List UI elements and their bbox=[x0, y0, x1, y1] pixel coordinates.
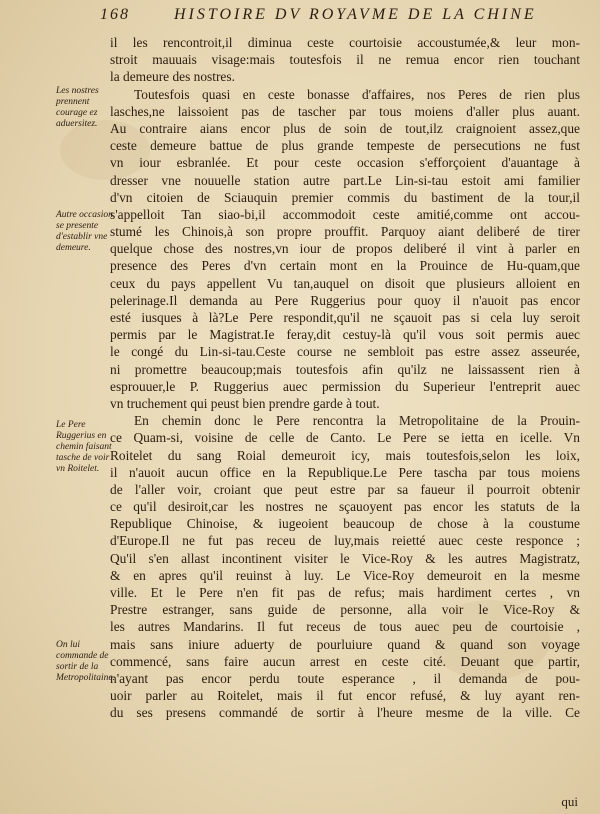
text-line: stumé les Chinois,à son propre prouffit. Parquoy aiant deliberé de tirer bbox=[110, 224, 580, 240]
text-line: En chemin donc le Pere rencontra la Metropolitaine de la Prouin- bbox=[134, 413, 580, 429]
text-line: ce qu'il desiroit,car les nostres ne sçauoyent pas encor les statuts de la bbox=[110, 499, 580, 515]
margin-note: Le Pere Ruggerius en chemin faisant tasche de voir vn Roitelet. bbox=[56, 420, 112, 474]
page-number: 168 bbox=[100, 6, 130, 23]
text-line: d'Europe.Il ne fut pas receu de luy,mais reietté auec ceste responce ; bbox=[110, 533, 580, 549]
page-header bbox=[100, 4, 590, 28]
text-line: Au contraire aians encor plus de soin de tout,ilz craignoient assez,que bbox=[110, 120, 580, 136]
text-line: les autres Mandarins. Il fut receus de tous auec peu de courtoisie , bbox=[110, 619, 580, 635]
text-line: & en apres qu'il reuinst à luy. Le Vice-Roy demeuroit en la mesme bbox=[110, 567, 580, 583]
text-line: s'appelloit Tan siao-bi,il accommodoit ceste amitié,comme ont accou- bbox=[110, 206, 580, 222]
text-line: ni promettre beaucoup;mais toutesfois afin qu'ilz ne laissassent rien à bbox=[110, 361, 580, 377]
text-line: ceste demeure battue de plus grande tempeste de persecutions ne fust bbox=[110, 138, 580, 154]
text-line: d'vn citoien de Sciauquin premier commis du bastiment de la tour,il bbox=[110, 189, 580, 205]
text-line: esté iusques à là?Le Pere respondit,qu'il ne sçauoit pas si cela luy seroit bbox=[110, 310, 580, 325]
text-line: ville. Et le Pere n'en fit pas de refus; mais hardiment certes , vn bbox=[110, 585, 580, 600]
text-line: vn truchement qui peust bien prendre garde à tout. bbox=[110, 395, 380, 411]
text-line: pelerinage.Il demanda au Pere Ruggerius pour quoy il n'auoit pas encor bbox=[110, 292, 580, 308]
text-line: stroit mauuais visage:mais toutesfois il ne remua encor rien touchant bbox=[110, 52, 580, 68]
text-line: la demeure des nostres. bbox=[110, 69, 235, 85]
text-line: Qu'il s'en allast incontinent visiter le Vice-Roy & les autres Magistratz, bbox=[110, 550, 580, 566]
text-line: Prestre estranger, sans guide de personne, alla voir le Vice-Roy & bbox=[110, 602, 580, 618]
text-line: ce Quam-si, voisine de celle de Canto. Le Pere se ietta en icelle. Vn bbox=[110, 430, 580, 446]
text-line: uoir parler au Roitelet, mais il fut encor refusé, & luy ayant ren- bbox=[110, 688, 580, 704]
text-line: Toutesfois quasi en ceste bonasse d'affaires, nos Peres de rien plus bbox=[134, 86, 580, 102]
text-line: Roitelet du sang Roial demeuroit icy, mais toutesfois,selon les loix, bbox=[110, 447, 580, 463]
margin-note: On lui commande de sortir de la Metropolitaine. bbox=[56, 640, 116, 683]
text-line: dresser vne nouuelle station autre part.Le Lin-si-tau estoit ami familier bbox=[110, 172, 580, 188]
text-line: de l'aller voir, croiant que peut estre par sa faueur il pourroit obtenir bbox=[110, 481, 580, 497]
text-line: presence des Peres d'vn certain mont en la Prouince de Hu-quam,que bbox=[110, 258, 580, 274]
text-line: esprouuer,le P. Ruggerius auec permission du Superieur l'entreprit auec bbox=[110, 378, 580, 394]
text-line: quelque chose des nostres,vn iour de propos deliberé il vint à parler en bbox=[110, 241, 580, 257]
text-line: commencé, sans faire aucun arrest en ceste cité. Deuant que partir, bbox=[110, 653, 580, 669]
body-text bbox=[110, 34, 580, 722]
text-line: le congé du Lin-si-tau.Ceste course ne sembloit pas estre assez asseurée, bbox=[110, 344, 580, 360]
text-line: du ses presens commandé de sortir à l'heure mesme de la ville. Ce bbox=[110, 705, 580, 721]
margin-note: Autre occasion se presente d'establir vne demeure. bbox=[56, 210, 113, 253]
running-title: HISTOIRE DV ROYAVME DE LA CHINE bbox=[174, 6, 537, 23]
text-line: lasches,ne laissoient pas de tascher par tous moiens d'aller plus auant. bbox=[110, 103, 580, 119]
text-line: il les rencontroit,il diminua ceste courtoisie accoustumée,& leur mon- bbox=[110, 35, 580, 50]
text-line: Republique Chinoise, & iugeoient beaucoup de chose à la coustume bbox=[110, 516, 580, 532]
text-line: n'ayant pas encor perdu toute esperance , il demanda de pou- bbox=[110, 670, 580, 686]
catchword: qui bbox=[561, 794, 578, 809]
text-line: permis par le Magistrat.Ie feray,dit cestuy-là qu'il vous soit permis auec bbox=[110, 327, 580, 343]
text-line: ceux du pays appellent Vu tan,auquel on disoit que plusieurs alloient en bbox=[110, 275, 580, 291]
text-line: il n'auoit aucun office en la Republique.Le Pere tascha par tous moiens bbox=[110, 464, 580, 480]
text-line: vn iour esbranlée. Et pour ceste occasion s'efforçoient d'auantage à bbox=[110, 155, 580, 171]
margin-note: Les nostres prennent courage ez aduersitez. bbox=[56, 86, 99, 129]
text-line: mais sans iniure aduerty de pourluiure quand & quand son voyage bbox=[110, 636, 580, 652]
